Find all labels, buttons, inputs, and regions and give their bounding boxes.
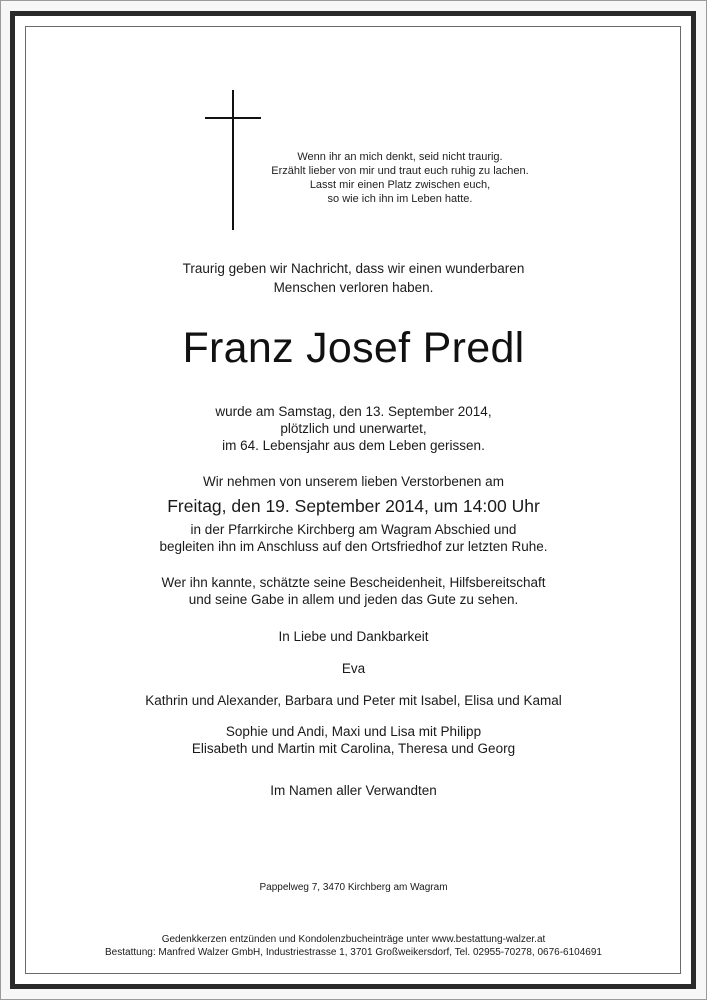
cross-icon [205, 90, 261, 230]
tribute [0, 574, 707, 608]
funeral-date: Freitag, den 19. September 2014, um 14:00 Uhr [167, 496, 540, 516]
funeral-details [0, 521, 707, 555]
memorial-verse [270, 150, 530, 206]
intro-line: Traurig geben wir Nachricht, dass wir einen wunderbaren [182, 261, 525, 276]
closing-phrase: In Liebe und Dankbarkeit [278, 629, 429, 644]
funeral-details-line: begleiten ihn im Anschluss auf den Ortsfriedhof zur letzten Ruhe. [159, 539, 548, 554]
death-notice-line: plötzlich und unerwartet, [280, 421, 427, 436]
grandchildren-line: Sophie und Andi, Maxi und Lisa mit Philipp [225, 724, 482, 739]
intro-line: Menschen verloren haben. [273, 280, 434, 295]
intro-announcement [0, 259, 707, 297]
tribute-line: Wer ihn kannte, schätzte seine Bescheidenheit, Hilfsbereitschaft [161, 575, 546, 590]
footer-line: Bestattung: Manfred Walzer GmbH, Industriestrasse 1, 3701 Großweikersdorf, Tel. 02955-70278, 0676-6104691 [105, 947, 602, 958]
funeral-intro: Wir nehmen von unserem lieben Verstorbenen am [203, 474, 504, 489]
cross-horizontal-bar [205, 117, 261, 119]
family-address: Pappelweg 7, 3470 Kirchberg am Wagram [259, 882, 448, 893]
verse-line: Erzählt lieber von mir und traut euch ruhig zu lachen. [271, 165, 529, 177]
funeral-home-footer [0, 933, 707, 959]
grandchildren-names [0, 723, 707, 757]
spouse-name: Eva [341, 661, 366, 676]
verse-line: Lasst mir einen Platz zwischen euch, [309, 179, 491, 191]
cross-vertical-bar [232, 90, 234, 230]
relatives-signoff: Im Namen aller Verwandten [270, 783, 437, 798]
footer-line: Gedenkkerzen entzünden und Kondolenzbucheinträge unter www.bestattung-walzer.at [161, 934, 546, 945]
verse-line: Wenn ihr an mich denkt, seid nicht traurig. [297, 151, 503, 163]
death-notice-line: im 64. Lebensjahr aus dem Leben gerissen. [222, 438, 485, 453]
death-notice-line: wurde am Samstag, den 13. September 2014, [215, 404, 492, 419]
funeral-details-line: in der Pfarrkirche Kirchberg am Wagram Abschied und [190, 522, 517, 537]
verse-line: so wie ich ihn im Leben hatte. [327, 193, 473, 205]
grandchildren-line: Elisabeth und Martin mit Carolina, Theresa und Georg [191, 741, 516, 756]
death-notice [0, 403, 707, 454]
tribute-line: und seine Gabe in allem und jeden das Gute zu sehen. [188, 592, 519, 607]
children-names: Kathrin und Alexander, Barbara und Peter mit Isabel, Elisa und Kamal [145, 693, 562, 708]
deceased-name: Franz Josef Predl [182, 324, 525, 372]
